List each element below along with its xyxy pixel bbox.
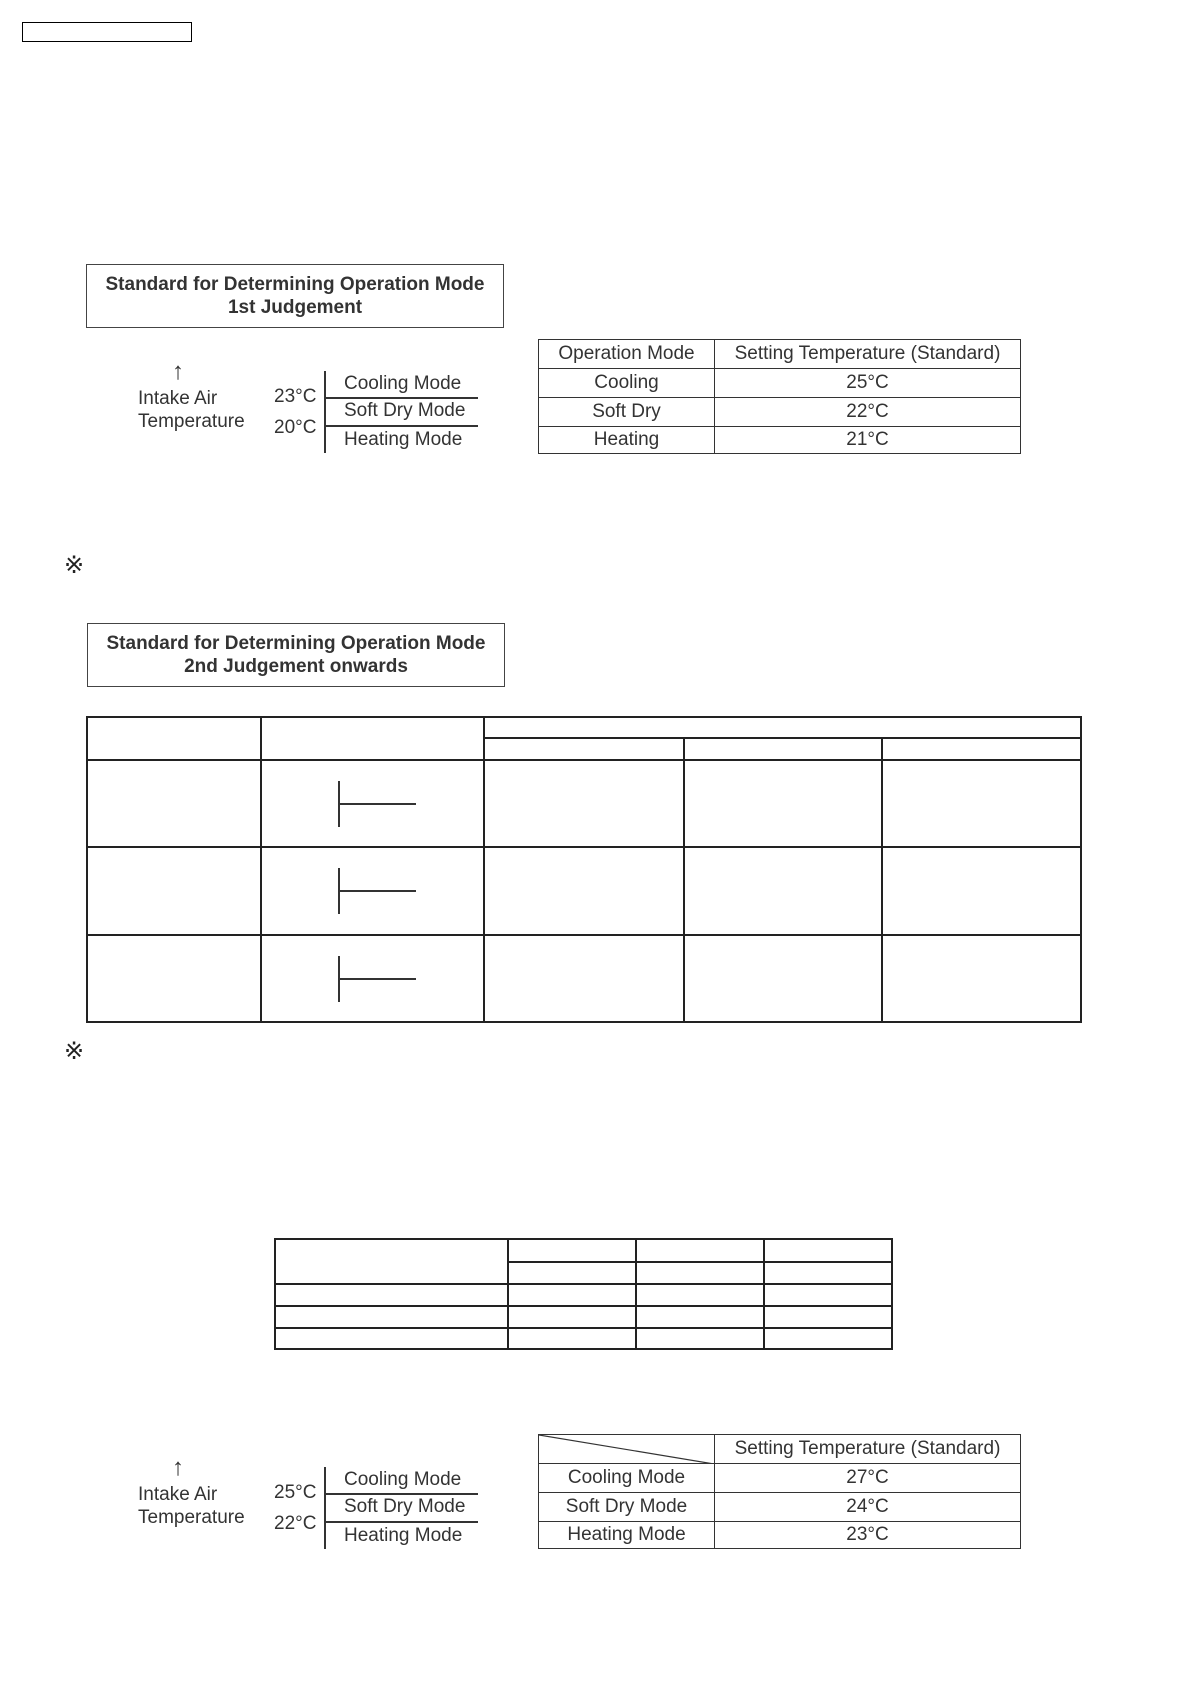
temperature-label: Temperature: [138, 1507, 245, 1528]
header-setting-temperature: Setting Temperature (Standard): [715, 340, 1021, 369]
mode-soft-dry: Soft Dry Mode: [344, 1496, 466, 1517]
table-row-temp: 23°C: [715, 1522, 1021, 1549]
mode-heating: Heating Mode: [344, 1525, 463, 1546]
lower-threshold: 22°C: [274, 1513, 317, 1534]
diagram-axis: [324, 371, 326, 453]
mode-soft-dry: Soft Dry Mode: [344, 400, 466, 421]
table-row-mode: Cooling: [539, 369, 715, 398]
diagram-line-lower: [324, 1521, 478, 1523]
table-row-temp: 27°C: [715, 1464, 1021, 1493]
upper-threshold: 23°C: [274, 386, 317, 407]
mode-cooling: Cooling Mode: [344, 1469, 462, 1490]
mode-cooling: Cooling Mode: [344, 373, 462, 394]
note-mark: ※: [64, 552, 85, 579]
last-section-table: [538, 1434, 1021, 1549]
upper-threshold: 25°C: [274, 1482, 317, 1503]
table-row-temp: 24°C: [715, 1493, 1021, 1522]
empty-table: [274, 1238, 893, 1350]
first-judgement-table: [538, 339, 1021, 454]
diagonal-line: [539, 1435, 714, 1464]
table-row-temp: 21°C: [715, 427, 1021, 454]
intake-air-label: Intake Air: [138, 388, 218, 409]
second-judgement-title-line2: 2nd Judgement onwards: [184, 656, 408, 677]
second-judgement-title: [87, 623, 505, 687]
header-operation-mode: Operation Mode: [539, 340, 715, 369]
header-box: [22, 22, 192, 42]
first-judgement-title-line1: Standard for Determining Operation Mode: [105, 274, 485, 295]
diagonal-header-cell: [539, 1435, 715, 1464]
mode-heating: Heating Mode: [344, 429, 463, 450]
header-setting-temperature: Setting Temperature (Standard): [715, 1435, 1021, 1464]
temperature-label: Temperature: [138, 411, 245, 432]
intake-air-label: Intake Air: [138, 1484, 218, 1505]
diagram-axis: [324, 1467, 326, 1549]
table-row-temp: 25°C: [715, 369, 1021, 398]
table-row-mode: Heating Mode: [539, 1522, 715, 1549]
first-judgement-title: [86, 264, 504, 328]
up-arrow-icon: ↑: [172, 1454, 184, 1481]
first-judgement-title-line2: 1st Judgement: [227, 297, 363, 318]
diagram-line-lower: [324, 425, 478, 427]
table-row-mode: Cooling Mode: [539, 1464, 715, 1493]
table-row-temp: 22°C: [715, 398, 1021, 427]
table-row-mode: Soft Dry: [539, 398, 715, 427]
lower-threshold: 20°C: [274, 417, 317, 438]
up-arrow-icon: ↑: [172, 358, 184, 385]
second-judgement-grid: [86, 716, 1082, 1023]
table-row-mode: Heating: [539, 427, 715, 454]
note-mark: ※: [64, 1038, 85, 1065]
second-judgement-title-line1: Standard for Determining Operation Mode: [106, 633, 486, 654]
table-row-mode: Soft Dry Mode: [539, 1493, 715, 1522]
